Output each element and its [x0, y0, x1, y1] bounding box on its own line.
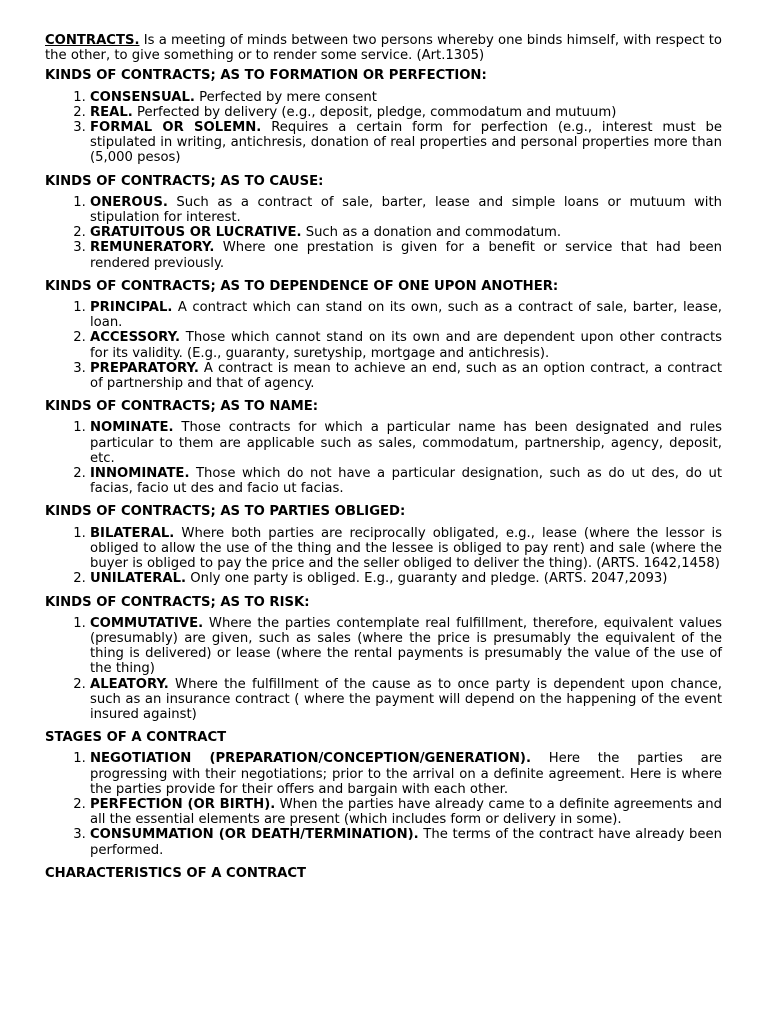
section-heading-name: KINDS OF CONTRACTS; AS TO NAME: [45, 399, 319, 415]
list-item [90, 105, 722, 120]
item-term: ALEATORY. [90, 676, 169, 692]
item-term: PERFECTION (OR BIRTH). [90, 796, 276, 812]
intro-text: Is a meeting of minds between two persons whereby one binds himself, with respect to the other, to give something or to render some service. (Art.1305) [45, 33, 722, 64]
section-heading-stages: STAGES OF A CONTRACT [45, 730, 227, 746]
list-stages [45, 751, 722, 857]
list-item [90, 300, 722, 330]
item-text: A contract which can stand on its own, such as a contract of sale, barter, lease, loan. [90, 300, 722, 331]
list-risk [45, 616, 722, 722]
item-term: REAL. [90, 104, 133, 120]
item-term: CONSUMMATION (OR DEATH/TERMINATION). [90, 827, 419, 843]
intro-term: CONTRACTS. [45, 33, 140, 48]
list-item [90, 571, 722, 586]
list-item [90, 225, 722, 240]
item-term: REMUNERATORY. [90, 240, 215, 256]
item-term: FORMAL OR SOLEMN. [90, 120, 262, 136]
intro-paragraph [45, 33, 722, 63]
list-item [90, 466, 722, 496]
item-text: Where the fulfillment of the cause as to once party is dependent upon chance, such as an insurance contract ( where the payment will depend on the happening of the event insured against) [90, 676, 722, 722]
item-text: Those contracts for which a particular name has been designated and rules particular to them are applicable such as sales, commodatum, partnership, agency, deposit, etc. [90, 420, 722, 466]
list-item [90, 526, 722, 572]
item-text: When the parties have already came to a definite agreements and all the essential elements are present (which includes form or delivery in some). [90, 796, 722, 828]
list-item [90, 827, 722, 857]
list-dependence [45, 300, 722, 391]
item-term: BILATERAL. [90, 525, 175, 541]
item-term: CONSENSUAL. [90, 89, 195, 105]
item-text: Those which cannot stand on its own and are dependent upon other contracts for its validity. (E.g., guaranty, suretyship, mortgage and antichresis). [90, 330, 722, 361]
item-text: Such as a donation and commodatum. [301, 225, 562, 241]
list-item [90, 420, 722, 466]
list-item [90, 361, 722, 391]
list-item [90, 751, 722, 797]
section-heading-characteristics: CHARACTERISTICS OF A CONTRACT [45, 865, 307, 881]
item-term: PREPARATORY. [90, 360, 199, 376]
item-term: ACCESSORY. [90, 330, 180, 346]
list-item [90, 330, 722, 360]
item-term: COMMUTATIVE. [90, 615, 204, 631]
item-text: Where both parties are reciprocally obligated, e.g., lease (where the lessor is obliged to allow the use of the thing and the lessee is obliged to pay rent) and sale (where the buyer is obliged to pay the price and the seller obliged to deliver the thing). (ARTS. 1642,1458) [90, 525, 722, 572]
section-heading-risk: KINDS OF CONTRACTS; AS TO RISK: [45, 594, 310, 610]
list-item [90, 616, 722, 677]
list-item [90, 90, 722, 105]
item-term: GRATUITOUS OR LUCRATIVE. [90, 225, 302, 241]
item-term: UNILATERAL. [90, 571, 187, 587]
item-text: Such as a contract of sale, barter, lease and simple loans or mutuum with stipulation for interest. [90, 194, 722, 226]
item-text: Where one prestation is given for a benefit or service that had been rendered previously. [90, 240, 722, 271]
list-formation [45, 90, 722, 166]
item-term: ONEROUS. [90, 194, 168, 210]
item-text: A contract is mean to achieve an end, such as an option contract, a contract of partnership and that of agency. [90, 360, 722, 392]
list-item [90, 797, 722, 827]
item-text: Those which do not have a particular designation, such as do ut des, do ut facias, facio ut des and facio ut facias. [90, 466, 722, 497]
item-text: Perfected by delivery (e.g., deposit, pledge, commodatum and mutuum) [132, 104, 617, 120]
list-item [90, 195, 722, 225]
item-text: Where the parties contemplate real fulfillment, therefore, equivalent values (presumably) are given, such as sales (where the price is presumably the equivalent of the thing is delivered) or lease (where the rental payments is presumably the value of the use of the thing) [90, 615, 722, 677]
item-term: INNOMINATE. [90, 466, 190, 482]
list-item [90, 240, 722, 270]
list-name [45, 420, 722, 496]
section-heading-cause: KINDS OF CONTRACTS; AS TO CAUSE: [45, 173, 324, 189]
item-term: PRINCIPAL. [90, 300, 173, 316]
item-text: The terms of the contract have already been performed. [90, 827, 722, 858]
section-heading-parties: KINDS OF CONTRACTS; AS TO PARTIES OBLIGED: [45, 504, 406, 520]
item-text: Only one party is obliged. E.g., guaranty and pledge. (ARTS. 2047,2093) [186, 571, 668, 587]
list-item [90, 677, 722, 723]
list-item [90, 120, 722, 166]
item-term: NEGOTIATION (PREPARATION/CONCEPTION/GENERATION). [90, 751, 531, 767]
item-term: NOMINATE. [90, 420, 174, 436]
item-text: Perfected by mere consent [194, 89, 377, 105]
section-heading-formation: KINDS OF CONTRACTS; AS TO FORMATION OR PERFECTION: [45, 68, 487, 84]
item-text: Requires a certain form for perfection (e.g., interest must be stipulated in writing, antichresis, donation of real properties and personal properties more than (5,000 pesos) [90, 120, 722, 166]
section-heading-dependence: KINDS OF CONTRACTS; AS TO DEPENDENCE OF ONE UPON ANOTHER: [45, 278, 559, 294]
list-cause [45, 195, 722, 271]
item-text: Here the parties are progressing with their negotiations; prior to the arrival on a definite agreement. Here is where the parties provide for their offers and bargain with each other. [90, 751, 722, 797]
list-parties [45, 526, 722, 587]
